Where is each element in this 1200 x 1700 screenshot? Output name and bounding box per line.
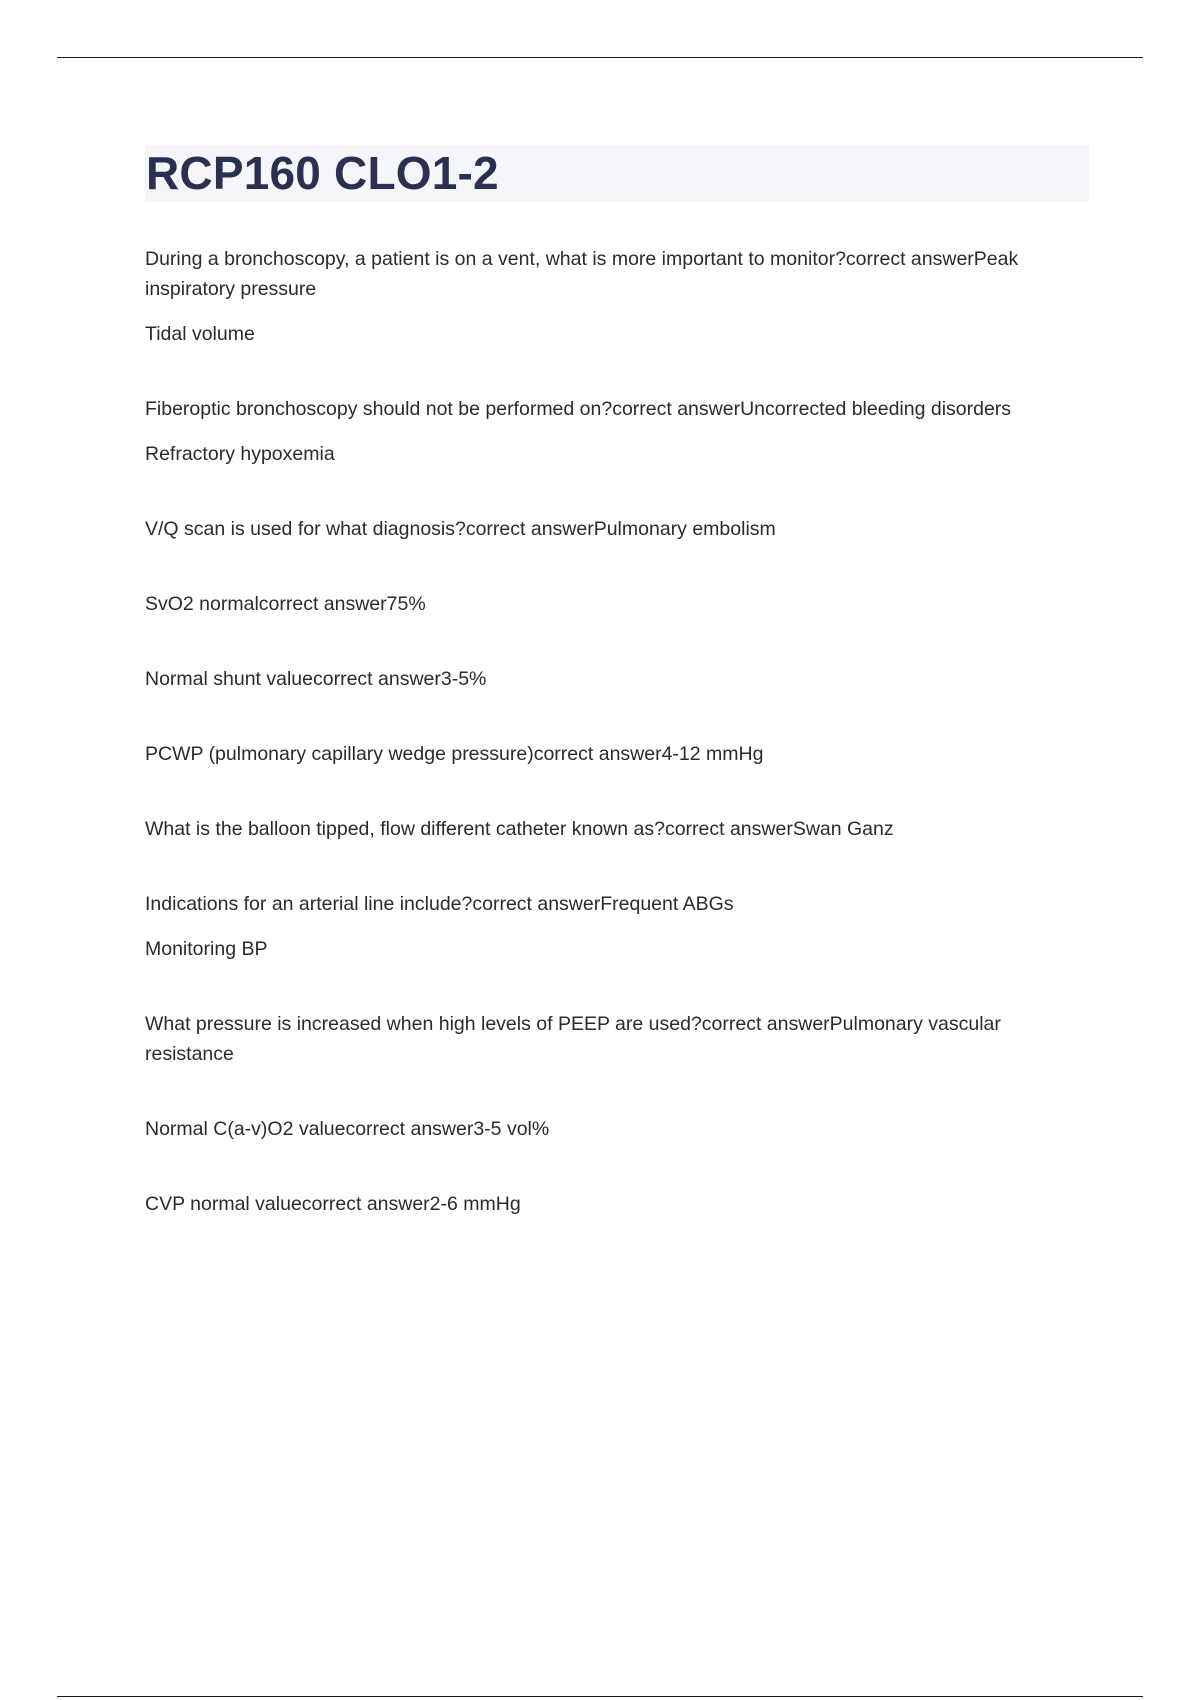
qa-line: Monitoring BP: [145, 938, 268, 960]
qa-line: PCWP (pulmonary capillary wedge pressure)correct answer4-12 mmHg: [145, 743, 764, 765]
qa-line: Normal shunt valuecorrect answer3-5%: [145, 668, 487, 690]
qa-list: [145, 244, 1075, 1264]
qa-line: CVP normal valuecorrect answer2-6 mmHg: [145, 1193, 521, 1215]
bottom-rule: [57, 1696, 1143, 1697]
qa-line: Normal C(a-v)O2 valuecorrect answer3-5 vol%: [145, 1118, 550, 1140]
qa-line: During a bronchoscopy, a patient is on a vent, what is more important to monitor?correct answerPeak inspiratory pressure: [145, 248, 1019, 300]
qa-line: What is the balloon tipped, flow different catheter known as?correct answerSwan Ganz: [145, 818, 894, 840]
top-rule: [57, 57, 1143, 58]
qa-line: Fiberoptic bronchoscopy should not be performed on?correct answerUncorrected bleeding disorders: [145, 398, 1012, 420]
qa-item: [145, 394, 1075, 469]
page-title: RCP160 CLO1-2: [146, 147, 499, 199]
qa-item: [145, 889, 1075, 964]
qa-item: [145, 1009, 1075, 1069]
qa-item: [145, 1114, 1075, 1144]
qa-item: [145, 244, 1075, 349]
qa-item: [145, 589, 1075, 619]
qa-item: [145, 514, 1075, 544]
qa-line: SvO2 normalcorrect answer75%: [145, 593, 426, 615]
qa-line: What pressure is increased when high levels of PEEP are used?correct answerPulmonary vascular resistance: [145, 1013, 1001, 1065]
qa-line: Tidal volume: [145, 323, 255, 345]
qa-item: [145, 739, 1075, 769]
qa-item: [145, 664, 1075, 694]
qa-item: [145, 1189, 1075, 1219]
qa-line: Indications for an arterial line include?correct answerFrequent ABGs: [145, 893, 734, 915]
qa-item: [145, 814, 1075, 844]
qa-line: Refractory hypoxemia: [145, 443, 335, 465]
qa-line: V/Q scan is used for what diagnosis?correct answerPulmonary embolism: [145, 518, 776, 540]
